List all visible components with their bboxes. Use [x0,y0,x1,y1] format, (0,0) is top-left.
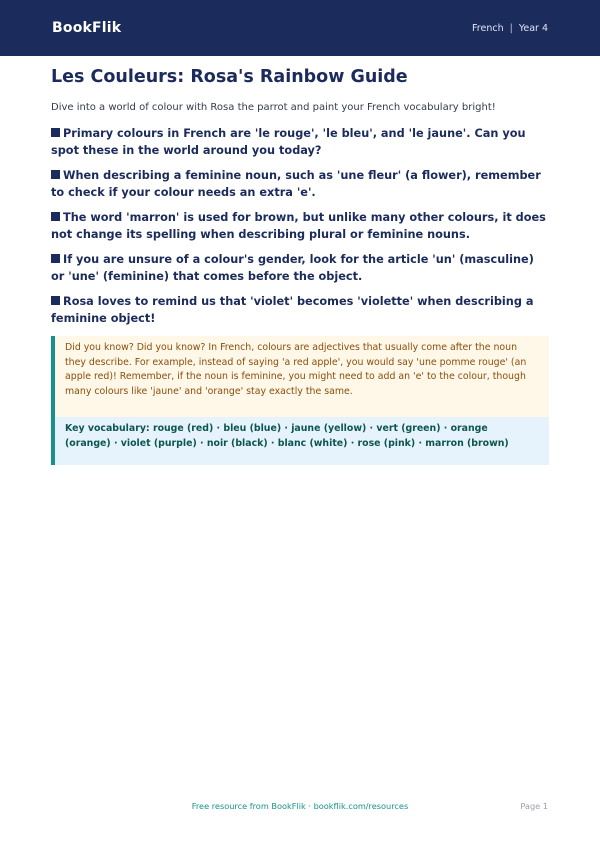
bullet-text: Rosa loves to remind us that 'violet' becomes 'violette' when describing a feminine object! [51,295,534,325]
bullet-item [51,125,549,159]
subject-label: French [472,22,504,34]
square-bullet-icon [51,170,60,179]
square-bullet-icon [51,296,60,305]
info-callout [51,336,549,465]
key-vocabulary-box: Key vocabulary: rouge (red) · bleu (blue) · jaune (yellow) · vert (green) · orange (orange) · violet (purple) · noir (black) · blanc (white) · rose (pink) · marron (brown) [55,417,549,465]
bullet-item [51,251,549,285]
bullet-text: When describing a feminine noun, such as 'une fleur' (a flower), remember to check if your colour needs an extra 'e'. [51,169,541,199]
bullet-item [51,209,549,243]
square-bullet-icon [51,212,60,221]
header-meta [472,23,548,34]
brand-logo[interactable]: BookFlik [52,20,122,36]
bullet-text: Primary colours in French are 'le rouge', 'le bleu', and 'le jaune'. Can you spot these in the world around you today? [51,127,526,157]
square-bullet-icon [51,128,60,137]
bullet-text: The word 'marron' is used for brown, but unlike many other colours, it does not change its spelling when describing plural or feminine nouns. [51,211,546,241]
bullet-text: If you are unsure of a colour's gender, look for the article 'un' (masculine) or 'une' (feminine) that comes before the object. [51,253,534,283]
page-title: Les Couleurs: Rosa's Rainbow Guide [51,67,408,87]
page-number: Page 1 [520,801,548,811]
footer-credit-link[interactable]: Free resource from BookFlik · bookflik.com/resources [191,801,409,811]
main-content [0,66,600,465]
bullet-list [51,125,549,327]
intro-text: Dive into a world of colour with Rosa the parrot and paint your French vocabulary bright! [51,102,496,113]
bullet-item [51,293,549,327]
bullet-item [51,167,549,201]
square-bullet-icon [51,254,60,263]
did-you-know-box: Did you know? Did you know? In French, colours are adjectives that usually come after the noun they describe. For example, instead of saying 'a red apple', you would say 'une pomme rouge' (an apple red)! Remember, if the noun is feminine, you might need to add an 'e' to the colour, though many colours like 'jaune' and 'orange' stay exactly the same. [55,336,549,417]
meta-separator: | [509,22,513,34]
header-bar [0,0,600,56]
page-footer [0,801,600,811]
year-label: Year 4 [518,22,548,34]
